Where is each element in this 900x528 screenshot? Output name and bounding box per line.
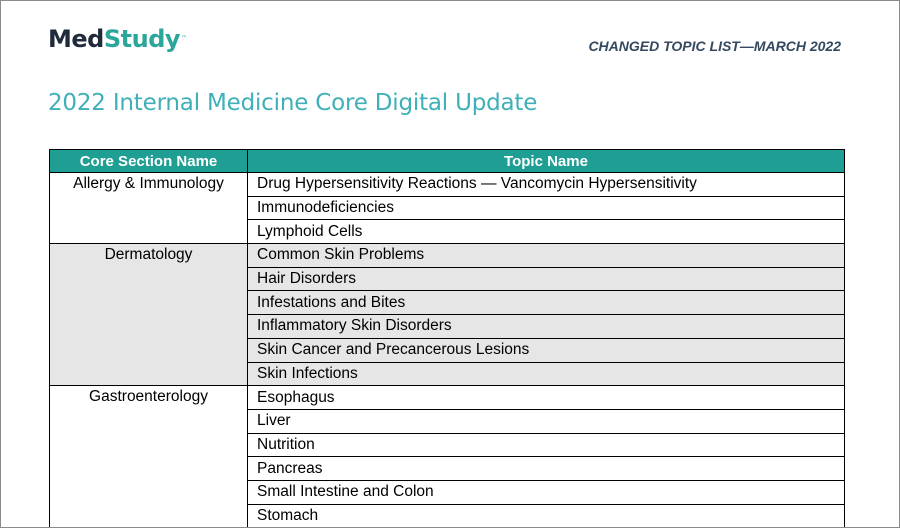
topic-table-body xyxy=(50,173,845,528)
topic-name-cell: Inflammatory Skin Disorders xyxy=(248,315,845,339)
topic-name-cell: Immunodeficiencies xyxy=(248,196,845,220)
table-header-row xyxy=(50,150,845,173)
topic-name-cell: Liver xyxy=(248,409,845,433)
topic-name-cell: Stomach xyxy=(248,504,845,528)
topic-name-cell: Pancreas xyxy=(248,457,845,481)
section-name-cell: Dermatology xyxy=(50,244,248,386)
topic-name-cell: Hair Disorders xyxy=(248,267,845,291)
changed-topic-list-label: CHANGED TOPIC LIST—MARCH 2022 xyxy=(588,38,841,54)
topic-name-cell: Common Skin Problems xyxy=(248,244,845,268)
document-title: 2022 Internal Medicine Core Digital Update xyxy=(48,90,538,116)
topic-name-cell: Skin Infections xyxy=(248,362,845,386)
topic-name-cell: Esophagus xyxy=(248,386,845,410)
topic-name-cell: Nutrition xyxy=(248,433,845,457)
trademark-mark: ™ xyxy=(181,35,187,42)
column-header-core-section: Core Section Name xyxy=(50,150,248,173)
topic-name-cell: Small Intestine and Colon xyxy=(248,480,845,504)
logo-text-study: Study xyxy=(103,25,181,53)
medstudy-logo xyxy=(48,24,187,54)
section-name-cell: Gastroenterology xyxy=(50,386,248,528)
topic-name-cell: Lymphoid Cells xyxy=(248,220,845,244)
topic-name-cell: Drug Hypersensitivity Reactions — Vancomycin Hypersensitivity xyxy=(248,173,845,197)
topic-name-cell: Skin Cancer and Precancerous Lesions xyxy=(248,338,845,362)
topic-table xyxy=(49,149,845,528)
column-header-topic-name: Topic Name xyxy=(248,150,845,173)
section-name-cell: Allergy & Immunology xyxy=(50,173,248,244)
table-row xyxy=(50,386,845,410)
topic-name-cell: Infestations and Bites xyxy=(248,291,845,315)
table-row xyxy=(50,173,845,197)
table-row xyxy=(50,244,845,268)
logo-text-med: Med xyxy=(48,25,104,53)
